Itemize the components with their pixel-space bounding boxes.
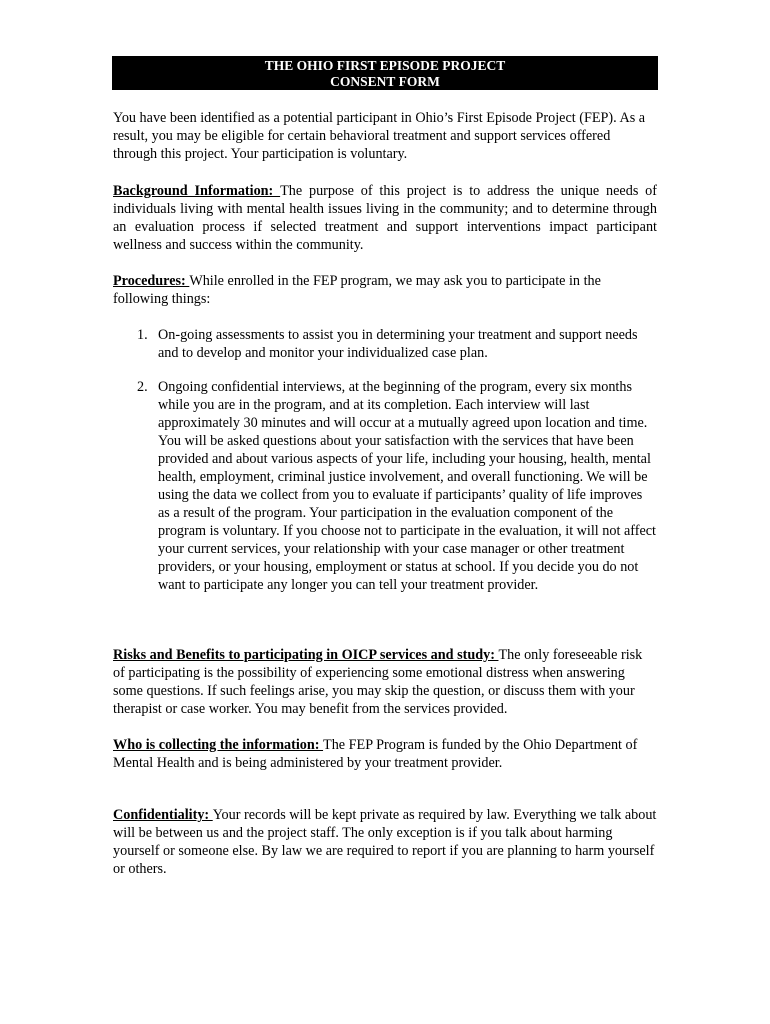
collector-heading: Who is collecting the information: (113, 737, 324, 753)
risks-heading: Risks and Benefits to participating in OICP services and study: (113, 647, 499, 663)
list-item-number: 1. (137, 327, 148, 343)
risks-section (113, 646, 657, 718)
form-title-banner (112, 56, 658, 90)
list-item-text: Ongoing confidential interviews, at the beginning of the program, every six months while you are in the program, and at its completion. Each interview will last approximately 30 minutes and will occur at a mutually agreed upon location and time. You will be asked questions about your satisfaction with the services that have been provided and about various aspects of your life, including your housing, health, mental health, employment, criminal justice involvement, and overall functioning. We will be using the data we collect from you to evaluate if participants’ quality of life improves as a result of the program. Your participation in the evaluation component of the program is voluntary. If you choose not to participate in the evaluation, it will not affect your current services, your relationship with your case manager or other treatment providers, or your housing, employment or status at school. If you decide you do not want to participate any longer you can tell your treatment provider. (158, 379, 657, 593)
procedures-text: While enrolled in the FEP program, we may ask you to participate in the following things: (113, 273, 601, 307)
list-item-text: On-going assessments to assist you in determining your treatment and support needs and to develop and monitor your individualized case plan. (158, 327, 638, 361)
procedures-section (113, 272, 657, 308)
background-section (113, 182, 657, 254)
list-item (113, 378, 657, 594)
collector-text: The FEP Program is funded by the Ohio Department of Mental Health and is being administered by your treatment provider. (113, 737, 638, 771)
risks-text: The only foreseeable risk of participating is the possibility of experiencing some emotional distress when answering some questions. If such feelings arise, you may skip the question, or discuss them with your therapist or case worker. You may benefit from the services provided. (113, 647, 643, 717)
list-item (113, 326, 657, 362)
confidentiality-text: Your records will be kept private as required by law. Everything we talk about will be between us and the project staff. The only exception is if you talk about harming yourself or someone else. By law we are required to report if you are planning to harm yourself or others. (113, 807, 657, 877)
confidentiality-section (113, 806, 657, 878)
intro-paragraph: You have been identified as a potential participant in Ohio’s First Episode Project (FEP). As a result, you may be eligible for certain behavioral treatment and support services offered through this project. Your participation is voluntary. (113, 110, 646, 162)
form-subtitle: CONSENT FORM (330, 74, 440, 89)
background-text: The purpose of this project is to address the unique needs of individuals living with mental health issues living in the community; and to determine through an evaluation process if selected treatment and support interventions impact participant wellness and success within the community. (113, 183, 657, 253)
procedures-heading: Procedures: (113, 273, 190, 289)
background-heading: Background Information: (113, 183, 281, 199)
collector-section (113, 736, 657, 772)
list-item-number: 2. (137, 379, 148, 395)
confidentiality-heading: Confidentiality: (113, 807, 213, 823)
procedures-list (113, 326, 657, 594)
form-title: THE OHIO FIRST EPISODE PROJECT (264, 58, 506, 73)
